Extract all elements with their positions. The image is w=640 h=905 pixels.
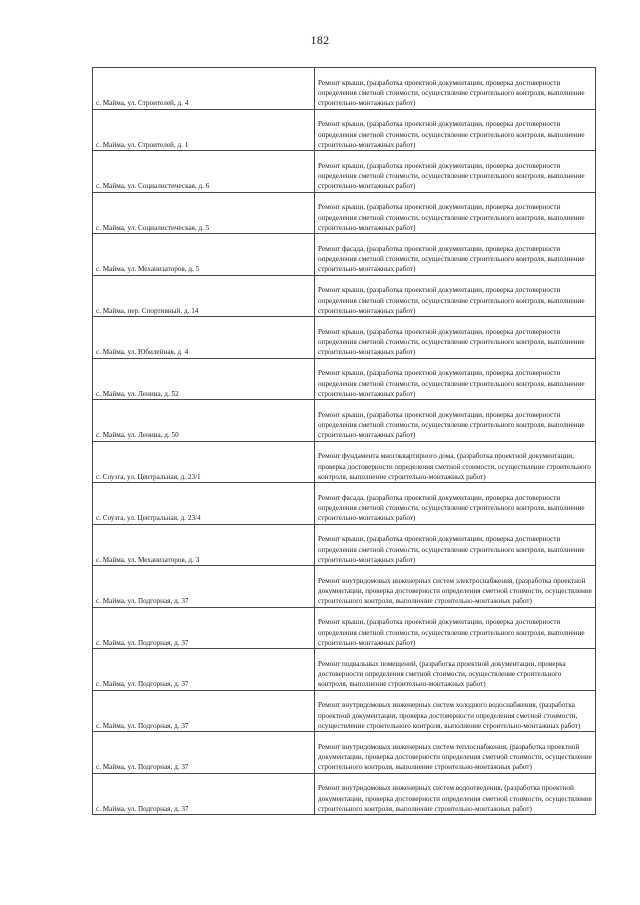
table-row xyxy=(93,773,596,815)
work-description-cell: Ремонт крыши, (разработка проектной документации, проверка достоверности определения сметной стоимости, осуществление строительного контроля, выполнение строительно-монтажных работ) xyxy=(315,192,596,234)
address-cell: с. Майма, ул. Строителей, д. 1 xyxy=(93,109,315,151)
table-row xyxy=(93,68,596,110)
table-row xyxy=(93,234,596,276)
page-number: 182 xyxy=(310,33,330,47)
work-description-cell: Ремонт фасада, (разработка проектной документации, проверка достоверности определения сметной стоимости, осуществление строительного контроля, выполнение строительно-монтажных работ) xyxy=(315,234,596,276)
address-cell: с. Соузга, ул. Центральная, д. 23/1 xyxy=(93,441,315,483)
address-cell: с. Майма, ул. Подгорная, д. 37 xyxy=(93,732,315,774)
address-cell: с. Майма, ул. Ленина, д. 52 xyxy=(93,358,315,400)
address-cell: с. Майма, ул. Социалистическая, д. 6 xyxy=(93,151,315,193)
address-cell: с. Майма, ул. Строителей, д. 4 xyxy=(93,68,315,110)
table-row xyxy=(93,607,596,649)
work-description-cell: Ремонт крыши, (разработка проектной документации, проверка достоверности определения сметной стоимости, осуществление строительного контроля, выполнение строительно-монтажных работ) xyxy=(315,68,596,110)
address-cell: с. Майма, ул. Подгорная, д. 37 xyxy=(93,607,315,649)
work-description-cell: Ремонт внутридомовых инженерных систем холодного водоснабжения, (разработка проектной документации, проверка достоверности определения сметной стоимости, осуществление строительного контроля, выполнение строительно-монтажных работ) xyxy=(315,690,596,732)
address-cell: с. Майма, пер. Спортивный, д. 14 xyxy=(93,275,315,317)
address-cell: с. Майма, ул. Механизаторов, д. 3 xyxy=(93,524,315,566)
table-row xyxy=(93,524,596,566)
work-description-cell: Ремонт фасада, (разработка проектной документации, проверка достоверности определения сметной стоимости, осуществление строительного контроля, выполнение строительно-монтажных работ) xyxy=(315,483,596,525)
work-description-cell: Ремонт крыши, (разработка проектной документации, проверка достоверности определения сметной стоимости, осуществление строительного контроля, выполнение строительно-монтажных работ) xyxy=(315,109,596,151)
table-row xyxy=(93,732,596,774)
table-row xyxy=(93,358,596,400)
work-description-cell: Ремонт крыши, (разработка проектной документации, проверка достоверности определения сметной стоимости, осуществление строительного контроля, выполнение строительно-монтажных работ) xyxy=(315,607,596,649)
table-row xyxy=(93,151,596,193)
table-row xyxy=(93,566,596,608)
address-cell: с. Майма, ул. Подгорная, д. 37 xyxy=(93,566,315,608)
table-row xyxy=(93,483,596,525)
work-description-cell: Ремонт подвальных помещений, (разработка проектной документации, проверка достоверности определения сметной стоимости, осуществление строительного контроля, выполнение строительно-монтажных работ) xyxy=(315,649,596,691)
table-row xyxy=(93,109,596,151)
address-cell: с. Майма, ул. Социалистическая, д. 5 xyxy=(93,192,315,234)
table-row xyxy=(93,649,596,691)
works-table-body xyxy=(93,68,596,815)
work-description-cell: Ремонт внутридомовых инженерных систем теплоснабжения, (разработка проектной документации, проверка достоверности определения сметной стоимости, осуществление строительного контроля, выполнение строительно-монтажных работ) xyxy=(315,732,596,774)
work-description-cell: Ремонт крыши, (разработка проектной документации, проверка достоверности определения сметной стоимости, осуществление строительного контроля, выполнение строительно-монтажных работ) xyxy=(315,275,596,317)
address-cell: с. Майма, ул. Подгорная, д. 37 xyxy=(93,773,315,815)
table-row xyxy=(93,441,596,483)
works-table xyxy=(92,67,596,815)
address-cell: с. Майма, ул. Ленина, д. 50 xyxy=(93,400,315,442)
table-row xyxy=(93,400,596,442)
address-cell: с. Майма, ул. Подгорная, д. 37 xyxy=(93,649,315,691)
work-description-cell: Ремонт крыши, (разработка проектной документации, проверка достоверности определения сметной стоимости, осуществление строительного контроля, выполнение строительно-монтажных работ) xyxy=(315,524,596,566)
work-description-cell: Ремонт крыши, (разработка проектной документации, проверка достоверности определения сметной стоимости, осуществление строительного контроля, выполнение строительно-монтажных работ) xyxy=(315,151,596,193)
address-cell: с. Майма, ул. Подгорная, д. 37 xyxy=(93,690,315,732)
table-row xyxy=(93,690,596,732)
table-row xyxy=(93,192,596,234)
work-description-cell: Ремонт крыши, (разработка проектной документации, проверка достоверности определения сметной стоимости, осуществление строительного контроля, выполнение строительно-монтажных работ) xyxy=(315,317,596,359)
address-cell: с. Соузга, ул. Центральная, д. 23/4 xyxy=(93,483,315,525)
address-cell: с. Майма, ул. Механизаторов, д. 5 xyxy=(93,234,315,276)
table-row xyxy=(93,317,596,359)
table-row xyxy=(93,275,596,317)
work-description-cell: Ремонт крыши, (разработка проектной документации, проверка достоверности определения сметной стоимости, осуществление строительного контроля, выполнение строительно-монтажных работ) xyxy=(315,400,596,442)
address-cell: с. Майма, ул. Юбилейная, д. 4 xyxy=(93,317,315,359)
work-description-cell: Ремонт внутридомовых инженерных систем водоотведения, (разработка проектной документации, проверка достоверности определения сметной стоимости, осуществление строительного контроля, выполнение строительно-монтажных работ) xyxy=(315,773,596,815)
work-description-cell: Ремонт внутридомовых инженерных систем электроснабжения, (разработка проектной документации, проверка достоверности определения сметной стоимости, осуществление строительного контроля, выполнение строительно-монтажных работ) xyxy=(315,566,596,608)
work-description-cell: Ремонт фундамента многоквартирного дома, (разработка проектной документации, проверка достоверности определения сметной стоимости, осуществление строительного контроля, выполнение строительно-монтажных работ) xyxy=(315,441,596,483)
work-description-cell: Ремонт крыши, (разработка проектной документации, проверка достоверности определения сметной стоимости, осуществление строительного контроля, выполнение строительно-монтажных работ) xyxy=(315,358,596,400)
